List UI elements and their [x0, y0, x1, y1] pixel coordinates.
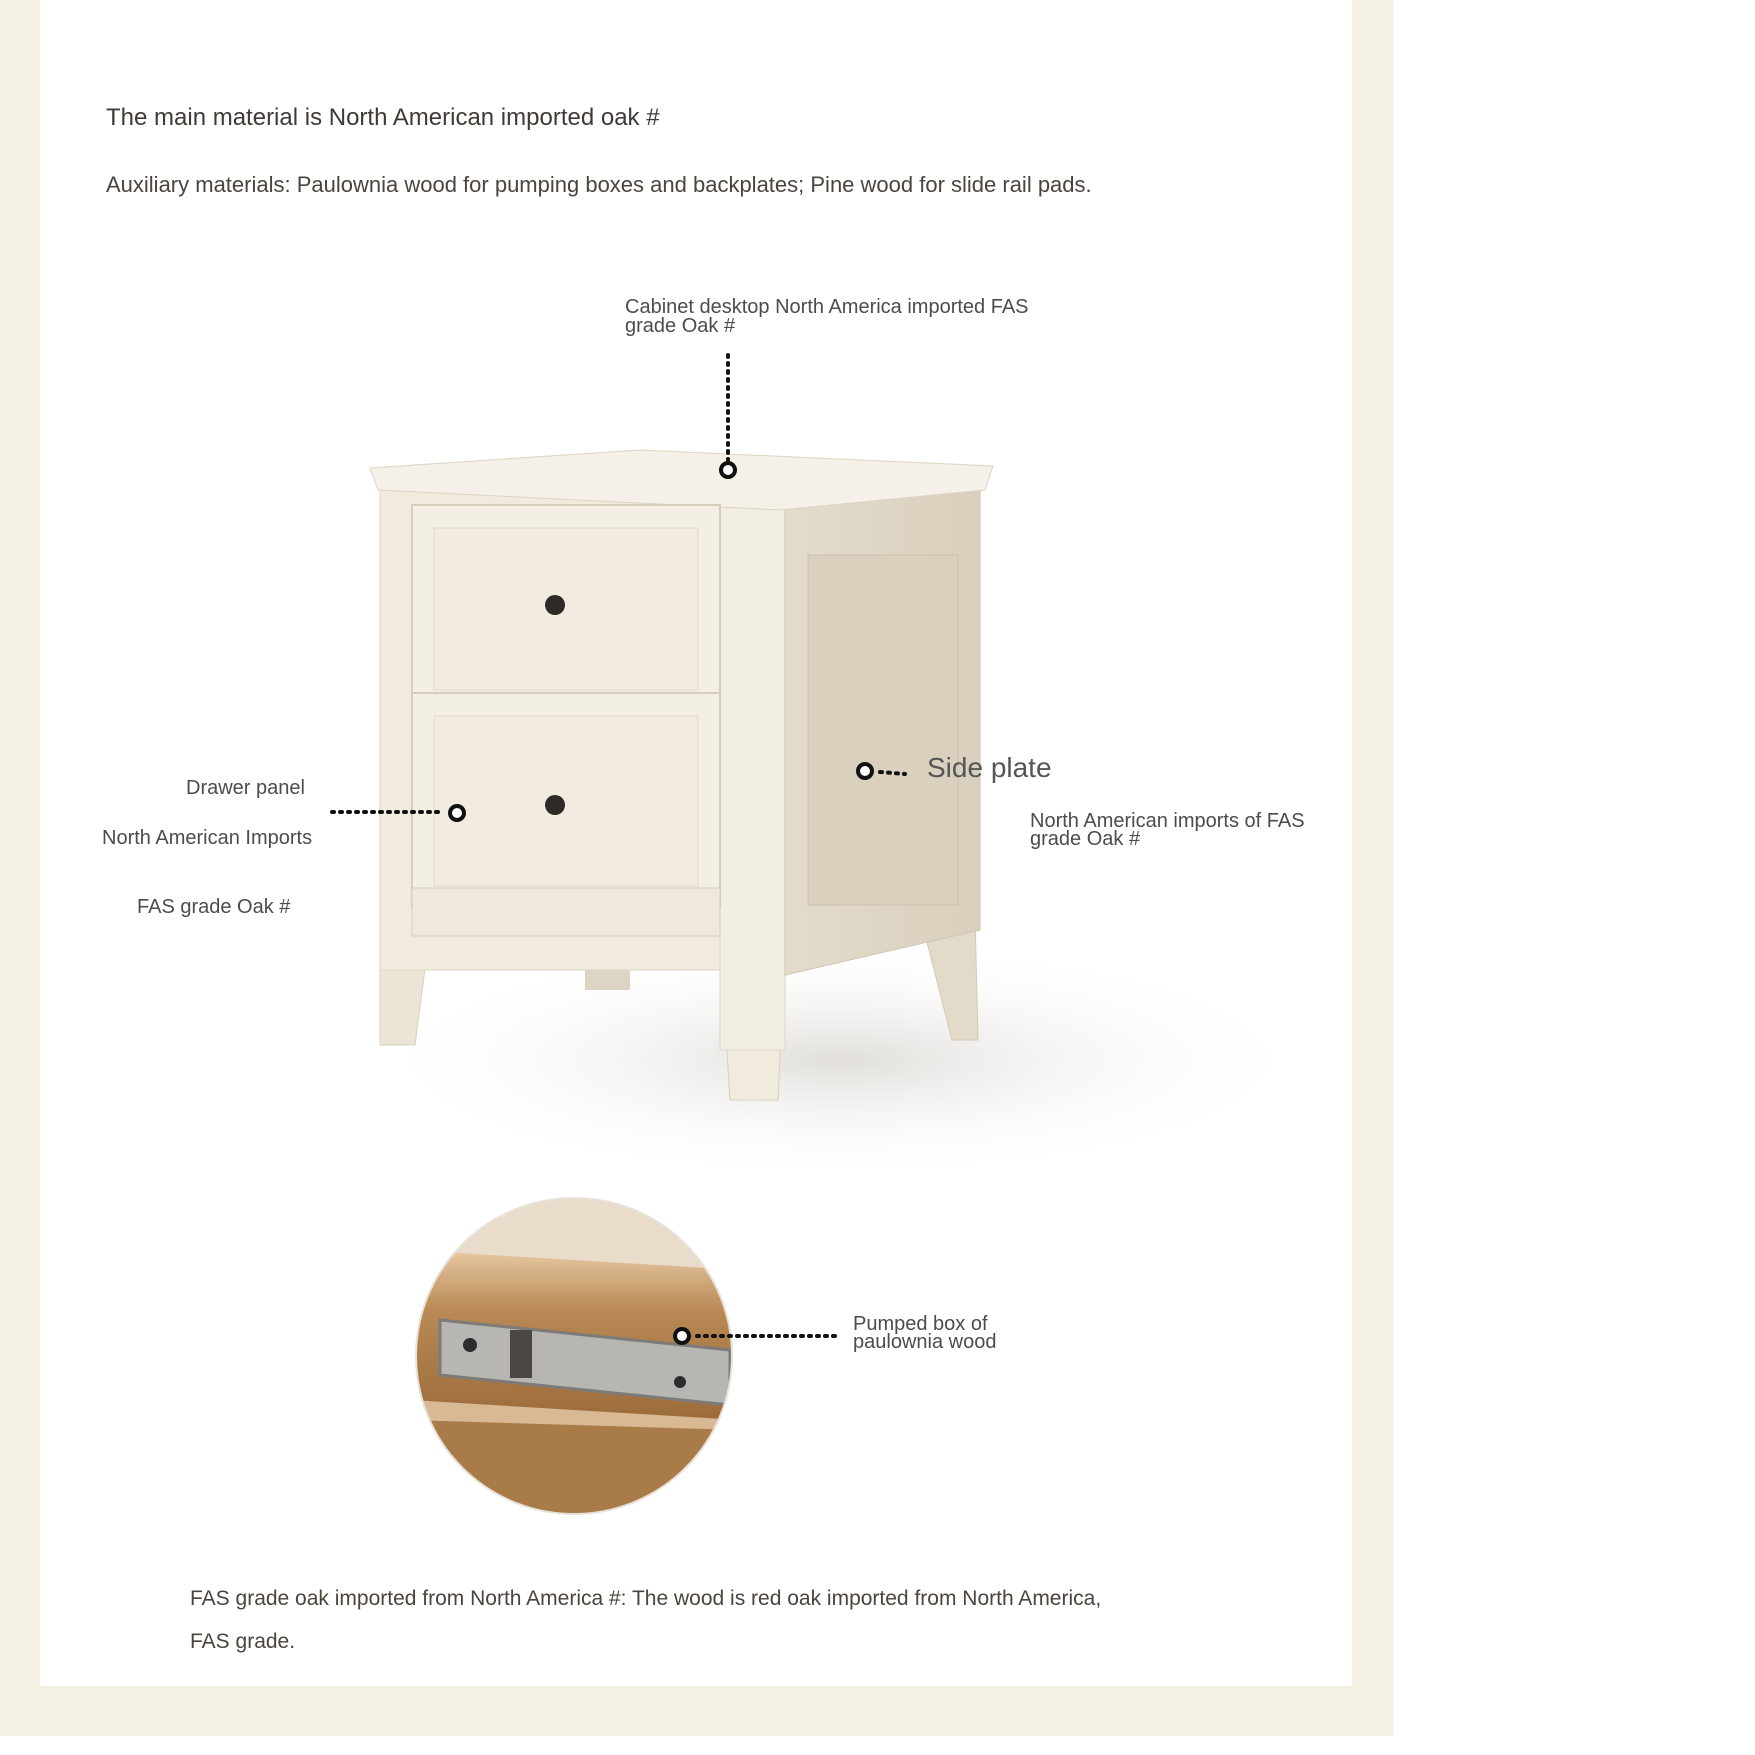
cabinet-front-stile	[720, 490, 785, 1050]
bottom-drawer-inset	[434, 716, 698, 886]
drawer-label-title: Drawer panel	[186, 777, 305, 799]
side-plate-label: Side plate	[927, 752, 1052, 783]
desktop-marker	[721, 463, 735, 477]
top-drawer-inset	[434, 528, 698, 690]
desktop-label-line1: Cabinet desktop North America imported FAS	[625, 296, 1029, 318]
auxiliary-materials-text: Auxiliary materials: Paulownia wood for pumping boxes and backplates; Pine wood for slide rail pads.	[106, 172, 1092, 197]
footer-line1: FAS grade oak imported from North America #: The wood is red oak imported from North America,	[190, 1587, 1102, 1610]
side-marker	[858, 764, 872, 778]
desktop-label-line2: grade Oak #	[625, 315, 736, 337]
footer-line2: FAS grade.	[190, 1630, 296, 1653]
drawer-label-line2: FAS grade Oak #	[137, 896, 291, 918]
pumped-label-line2: paulownia wood	[853, 1331, 997, 1353]
drawer-marker	[450, 806, 464, 820]
pumped-label-line1: Pumped box of	[853, 1313, 988, 1335]
side-inset	[808, 555, 958, 905]
bottom-drawer-knob	[545, 795, 565, 815]
side-label-line2: grade Oak #	[1030, 828, 1141, 850]
cabinet-apron	[412, 888, 720, 936]
floor-shadow	[360, 940, 1320, 1180]
drawer-label-line1: North American Imports	[102, 827, 313, 849]
top-drawer-knob	[545, 595, 565, 615]
pumped-marker	[675, 1329, 689, 1343]
side-label-line1: North American imports of FAS	[1030, 810, 1305, 832]
main-material-heading: The main material is North American imported oak #	[106, 104, 660, 131]
